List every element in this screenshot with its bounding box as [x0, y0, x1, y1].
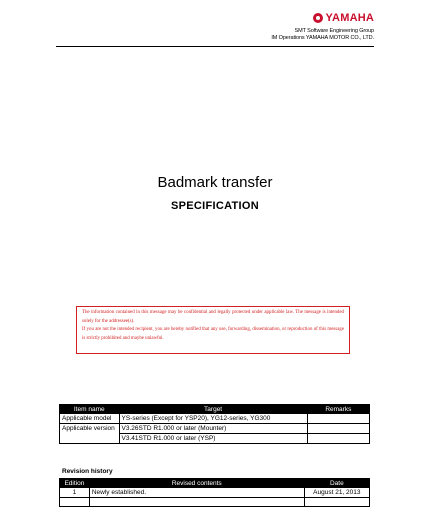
edition-cell: 1	[60, 488, 90, 498]
target-cell: V3.26STD R1.000 or later (Mounter)	[119, 424, 307, 434]
date-cell	[304, 498, 369, 507]
revision-table-header	[60, 479, 370, 488]
table-row	[60, 498, 370, 507]
table-row	[60, 414, 370, 424]
table-row	[60, 424, 370, 434]
header-date: Date	[304, 479, 369, 488]
header-target: Target	[119, 405, 307, 414]
revised-contents-cell: Newly established.	[89, 488, 304, 498]
table-row	[60, 488, 370, 498]
specification-table	[59, 404, 370, 444]
document-subtitle: SPECIFICATION	[170, 200, 260, 212]
brand-name: YAMAHA	[325, 12, 374, 24]
header-remarks: Remarks	[307, 405, 369, 414]
tuning-fork-icon	[313, 13, 323, 23]
notice-paragraph-2: If you are not the intended recipient, you are hereby notified that any use, forwarding, dissemination, or reproduction of this message is strictly prohibited and maybe unlawful.	[82, 327, 344, 341]
notice-paragraph-1: The information contained in this message may be confidential and legally protected under applicable law. The message is intended solely for the addressee(s).	[82, 310, 344, 324]
department-line-2: IM Operations YAMAHA MOTOR CO., LTD.	[271, 35, 374, 41]
revision-history-heading: Revision history	[62, 468, 113, 475]
confidentiality-notice	[76, 306, 350, 354]
remarks-cell	[307, 424, 369, 434]
header-divider	[56, 46, 374, 47]
item-name-cell: Applicable version	[60, 424, 120, 444]
header-item-name: Item name	[60, 405, 120, 414]
header-edition: Edition	[60, 479, 90, 488]
edition-cell	[60, 498, 90, 507]
remarks-cell	[307, 434, 369, 444]
revision-history-table	[59, 478, 370, 507]
date-cell: August 21, 2013	[304, 488, 369, 498]
department-info	[271, 28, 374, 42]
spec-table-header	[60, 405, 370, 414]
document-title: Badmark transfer	[157, 174, 273, 191]
header-revised-contents: Revised contents	[89, 479, 304, 488]
target-cell: YS-series (Except for YSP20), YG12-series, YG300	[119, 414, 307, 424]
revised-contents-cell	[89, 498, 304, 507]
department-line-1: SMT Software Engineering Group	[294, 28, 374, 34]
remarks-cell	[307, 414, 369, 424]
target-cell: V3.41STD R1.000 or later (YSP)	[119, 434, 307, 444]
yamaha-logo	[313, 12, 374, 24]
item-name-cell: Applicable model	[60, 414, 120, 424]
